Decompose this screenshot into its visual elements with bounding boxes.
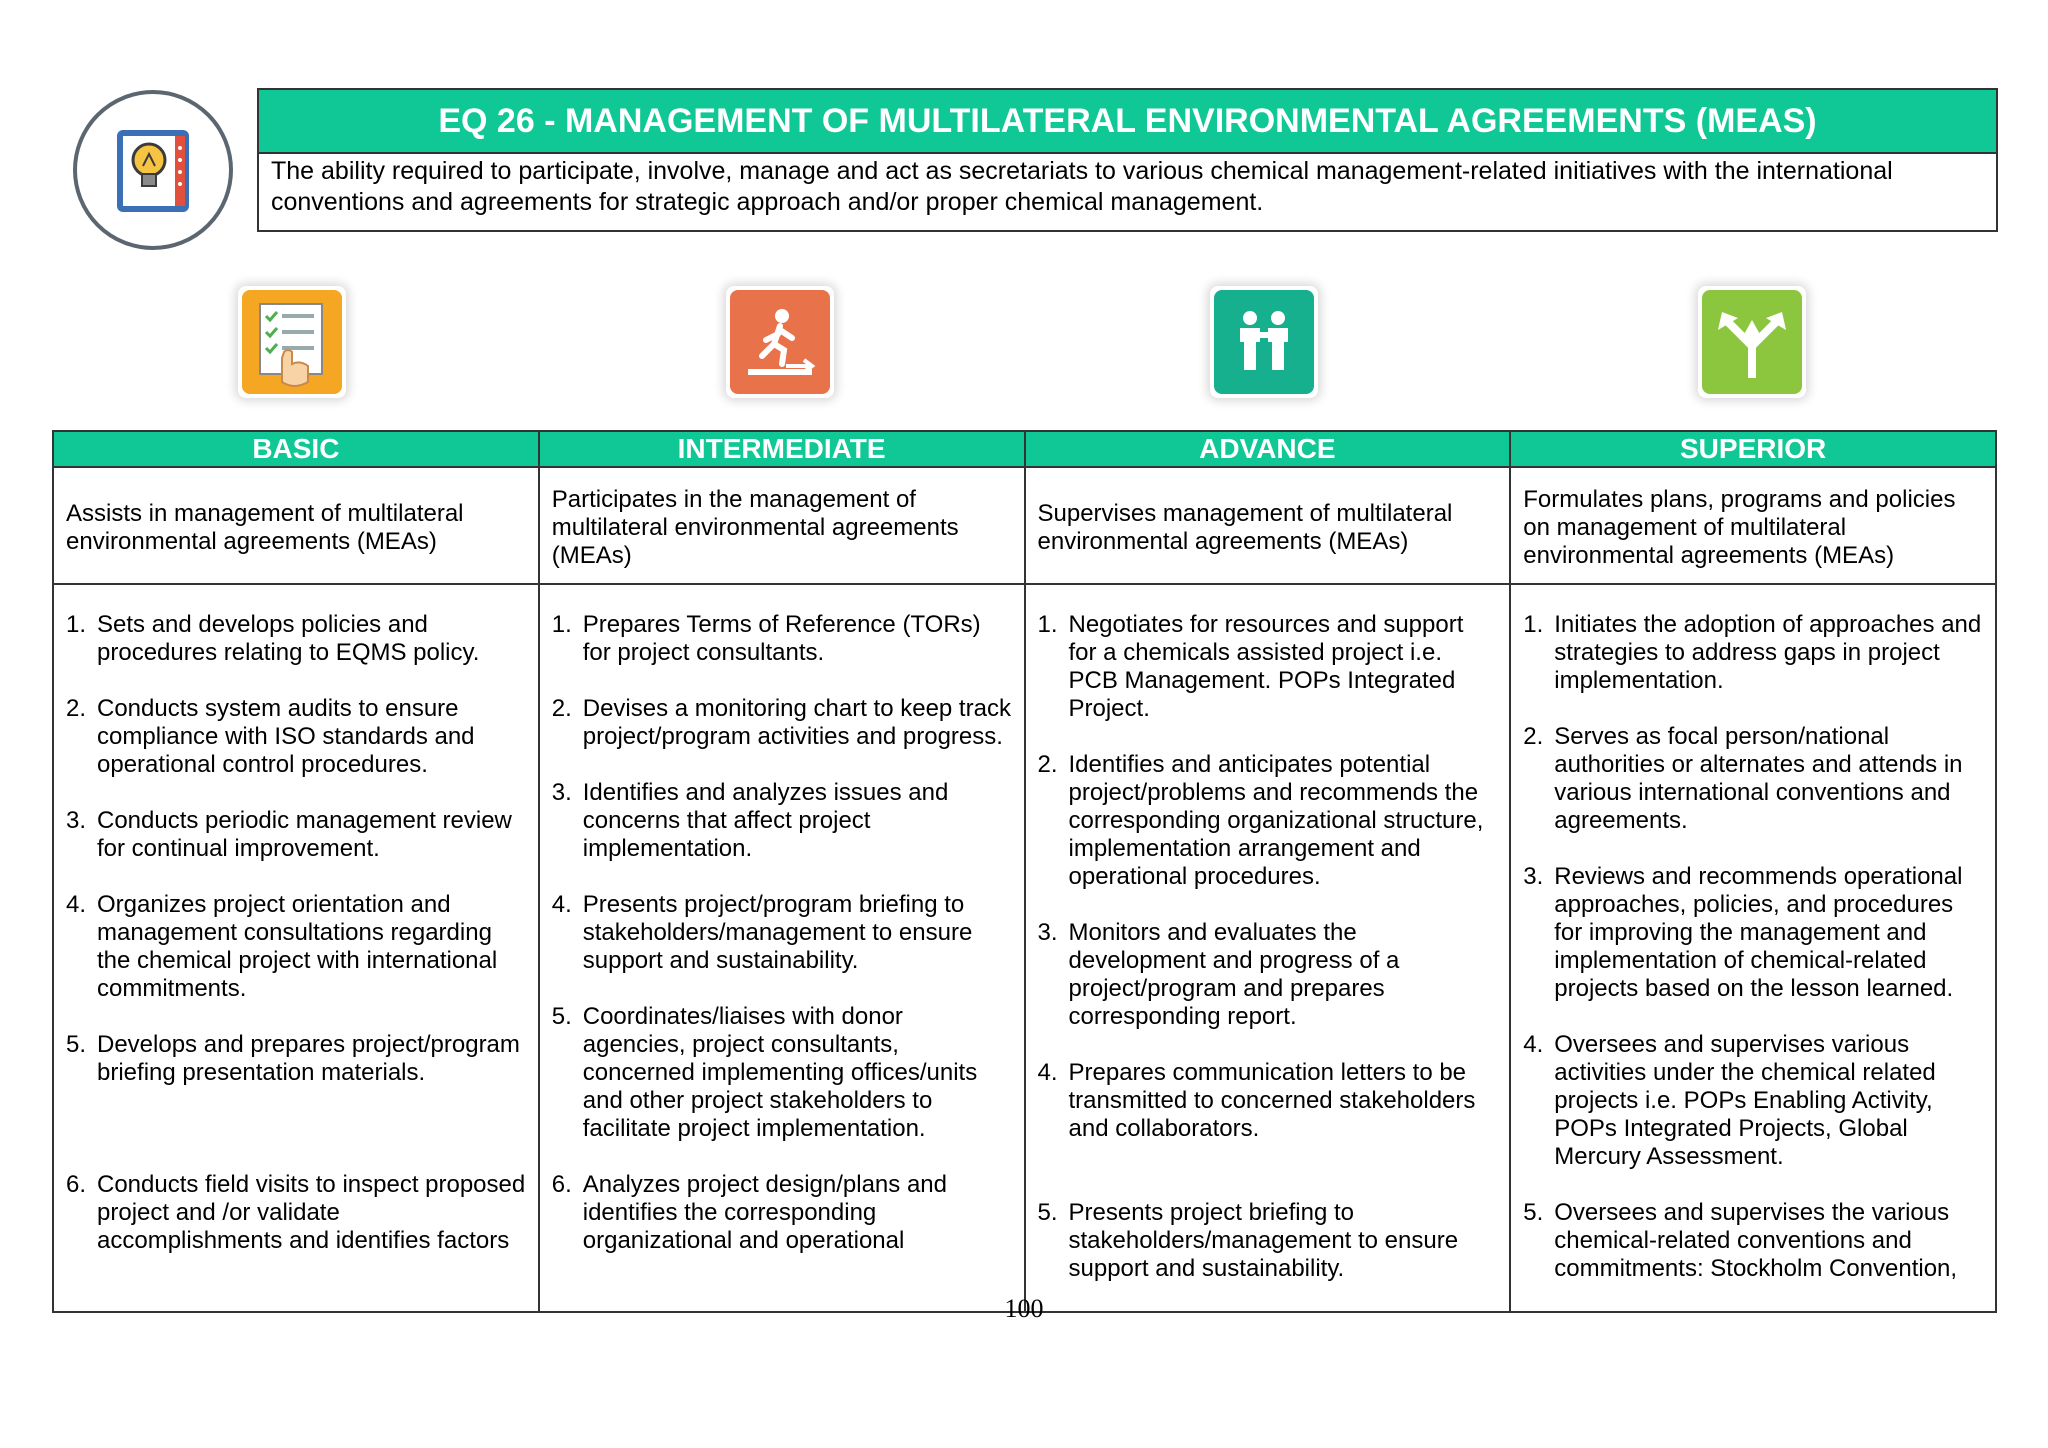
- list-item: 3. Monitors and evaluates the development and progress of a project/program and prepares corresponding report.: [1037, 919, 1400, 1030]
- list-item: 1. Prepares Terms of Reference (TORs) for project consultants.: [551, 611, 981, 666]
- list-item: 4. Prepares communication letters to be transmitted to concerned stakeholders and collaborators.: [1037, 1059, 1476, 1142]
- list-item: 3. Conducts periodic management review for continual improvement.: [66, 807, 512, 862]
- list-item: 4. Organizes project orientation and management consultations regarding the chemical project with international commitments.: [66, 891, 498, 1002]
- list-item: 3. Reviews and recommends operational approaches, policies, and procedures for improving the management and implementation of chemical-related projects based on the lesson learned.: [1523, 863, 1963, 1002]
- level-header-advance: ADVANCE: [1025, 431, 1511, 467]
- list-item: 6. Conducts field visits to inspect proposed project and /or validate accomplishments and identifies factors: [66, 1171, 526, 1254]
- level-header-intermediate: INTERMEDIATE: [539, 431, 1025, 467]
- list-item: 5. Coordinates/liaises with donor agencies, project consultants, concerned implementing offices/units and other project stakeholders to facilitate project implementation.: [551, 1003, 978, 1142]
- page-number: 100: [1004, 1294, 1044, 1323]
- level-description-basic: Assists in management of multilateral environmental agreements (MEAs): [66, 499, 464, 555]
- list-item: 5. Oversees and supervises the various chemical-related conventions and commitments: Stockholm Convention,: [1523, 1199, 1958, 1282]
- diverging-arrows-icon: [1698, 286, 1806, 398]
- list-item: 2. Identifies and anticipates potential project/problems and recommends the corresponding organizational structure, implementation arrangement and operational procedures.: [1037, 751, 1484, 890]
- book-lightbulb-icon: [73, 90, 233, 250]
- level-description-superior: Formulates plans, programs and policies on management of multilateral environmental agreements (MEAs): [1523, 485, 1956, 569]
- list-item: 6. Analyzes project design/plans and identifies the corresponding organizational and operational: [551, 1171, 947, 1254]
- competency-header: [257, 88, 1998, 232]
- level-header-superior: SUPERIOR: [1510, 431, 1996, 467]
- competency-description: The ability required to participate, involve, manage and act as secretariats to various chemical management-related initiatives with the international conventions and agreements for strategic approach and/or proper chemical management.: [271, 157, 1893, 216]
- list-item: 1. Negotiates for resources and support for a chemicals assisted project i.e. PCB Management. POPs Integrated Project.: [1037, 611, 1464, 722]
- checklist-hand-icon: [238, 286, 346, 398]
- list-item: 3. Identifies and analyzes issues and concerns that affect project implementation.: [551, 779, 949, 862]
- competency-levels-table: [52, 430, 1997, 1313]
- list-item: 2. Devises a monitoring chart to keep track project/program activities and progress.: [551, 695, 1011, 750]
- person-stairs-icon: [726, 286, 834, 398]
- competency-title: EQ 26 - MANAGEMENT OF MULTILATERAL ENVIRONMENTAL AGREEMENTS (MEAS): [259, 90, 1996, 154]
- list-item: 4. Oversees and supervises various activities under the chemical related projects i.e. POPs Enabling Activity, POPs Integrated Projects, Global Mercury Assessment.: [1523, 1031, 1936, 1170]
- list-item: 1. Initiates the adoption of approaches and strategies to address gaps in project implementation.: [1523, 611, 1982, 694]
- level-description-advance: Supervises management of multilateral environmental agreements (MEAs): [1037, 499, 1453, 555]
- list-item: 1. Sets and develops policies and procedures relating to EQMS policy.: [66, 611, 480, 666]
- list-item: 5. Presents project briefing to stakeholders/management to ensure support and sustainability.: [1037, 1199, 1459, 1282]
- list-item: 2. Conducts system audits to ensure compliance with ISO standards and operational control procedures.: [66, 695, 475, 778]
- list-item: 2. Serves as focal person/national authorities or alternates and attends in various international conventions and agreements.: [1523, 723, 1963, 834]
- level-header-basic: BASIC: [53, 431, 539, 467]
- level-description-intermediate: Participates in the management of multilateral environmental agreements (MEAs): [551, 485, 959, 569]
- list-item: 5. Develops and prepares project/program briefing presentation materials.: [66, 1031, 520, 1086]
- team-puzzle-icon: [1210, 286, 1318, 398]
- list-item: 4. Presents project/program briefing to stakeholders/management to ensure support and sustainability.: [551, 891, 973, 974]
